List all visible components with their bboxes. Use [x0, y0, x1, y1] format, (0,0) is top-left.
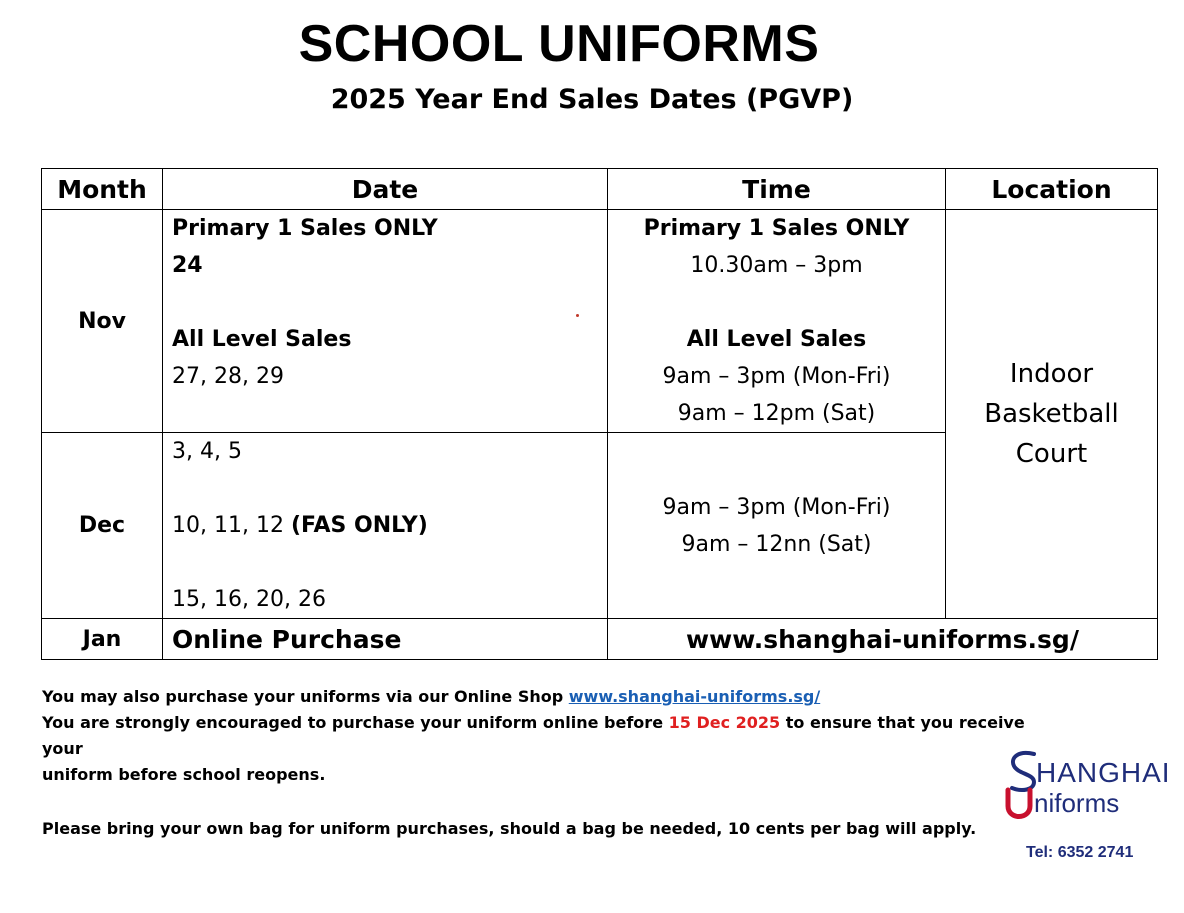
table-header-row: [42, 169, 1158, 210]
times-dec: [608, 433, 946, 619]
note-online-shop-text: You may also purchase your uniforms via our Online Shop: [42, 687, 569, 706]
month-nov: Nov: [42, 210, 163, 433]
dec-dates-2-row: [172, 507, 607, 544]
location-line-2: Basketball: [984, 399, 1119, 429]
month-jan: Jan: [42, 619, 163, 660]
note-encourage-pre: You are strongly encouraged to purchase your uniform online before: [42, 713, 669, 732]
header-date: Date: [163, 169, 608, 210]
stray-dot: [576, 314, 579, 317]
times-nov: [608, 210, 946, 433]
header-month: Month: [42, 169, 163, 210]
nov-p1-time-heading: Primary 1 Sales ONLY: [643, 216, 910, 241]
nov-p1-time-value: 10.30am – 3pm: [690, 253, 863, 278]
header-location: Location: [946, 169, 1158, 210]
sales-schedule-table: [41, 168, 1158, 660]
month-dec: Dec: [42, 433, 163, 619]
note-bag: Please bring your own bag for uniform purchases, should a bag be needed, 10 cents per bag will apply.: [42, 819, 977, 838]
location-cell: [946, 210, 1158, 619]
shanghai-uniforms-logo-icon: [1000, 748, 1172, 826]
jan-website-url[interactable]: www.shanghai-uniforms.sg/: [608, 619, 1158, 660]
table-row-nov: [42, 210, 1158, 433]
dec-fas-note: (FAS ONLY): [290, 513, 428, 538]
dates-dec: [163, 433, 608, 619]
logo-word-2: niforms: [1034, 788, 1120, 818]
nov-all-time-heading: All Level Sales: [686, 327, 867, 352]
location-line-3: Court: [1015, 439, 1088, 469]
location-line-1: Indoor: [1009, 359, 1094, 389]
nov-all-date-value: 27, 28, 29: [172, 364, 284, 389]
logo-word-1: HANGHAI: [1036, 757, 1171, 788]
page-subtitle: 2025 Year End Sales Dates (PGVP): [330, 84, 854, 115]
page-title: SCHOOL UNIFORMS: [298, 15, 820, 73]
note-reopen: uniform before school reopens.: [42, 765, 326, 784]
dec-time-weekday: 9am – 3pm (Mon-Fri): [662, 494, 891, 520]
jan-online-purchase: Online Purchase: [163, 619, 608, 660]
nov-all-date-heading: All Level Sales: [172, 327, 352, 352]
note-encourage: [42, 710, 1052, 762]
dec-dates-3: 15, 16, 20, 26: [172, 587, 326, 612]
note-encourage-post: to ensure that you receive your: [42, 713, 1025, 758]
nov-all-time-weekday: 9am – 3pm (Mon-Fri): [662, 364, 891, 389]
nov-all-time-sat: 9am – 12pm (Sat): [677, 401, 876, 426]
header-time: Time: [608, 169, 946, 210]
telephone-number: Tel: 6352 2741: [1026, 844, 1134, 861]
dec-dates-2: 10, 11, 12: [172, 513, 284, 538]
note-online-shop: [42, 684, 1052, 710]
online-shop-link[interactable]: www.shanghai-uniforms.sg/: [568, 687, 821, 706]
dates-nov: [163, 210, 608, 433]
deadline-date: 15 Dec 2025: [668, 713, 781, 732]
nov-p1-date-value: 24: [172, 253, 203, 278]
nov-p1-date-heading: Primary 1 Sales ONLY: [172, 216, 438, 241]
table-row-jan: [42, 619, 1158, 660]
dec-time-sat: 9am – 12nn (Sat): [681, 531, 872, 557]
notes-section: [42, 684, 1052, 842]
dec-dates-1: 3, 4, 5: [172, 439, 242, 464]
